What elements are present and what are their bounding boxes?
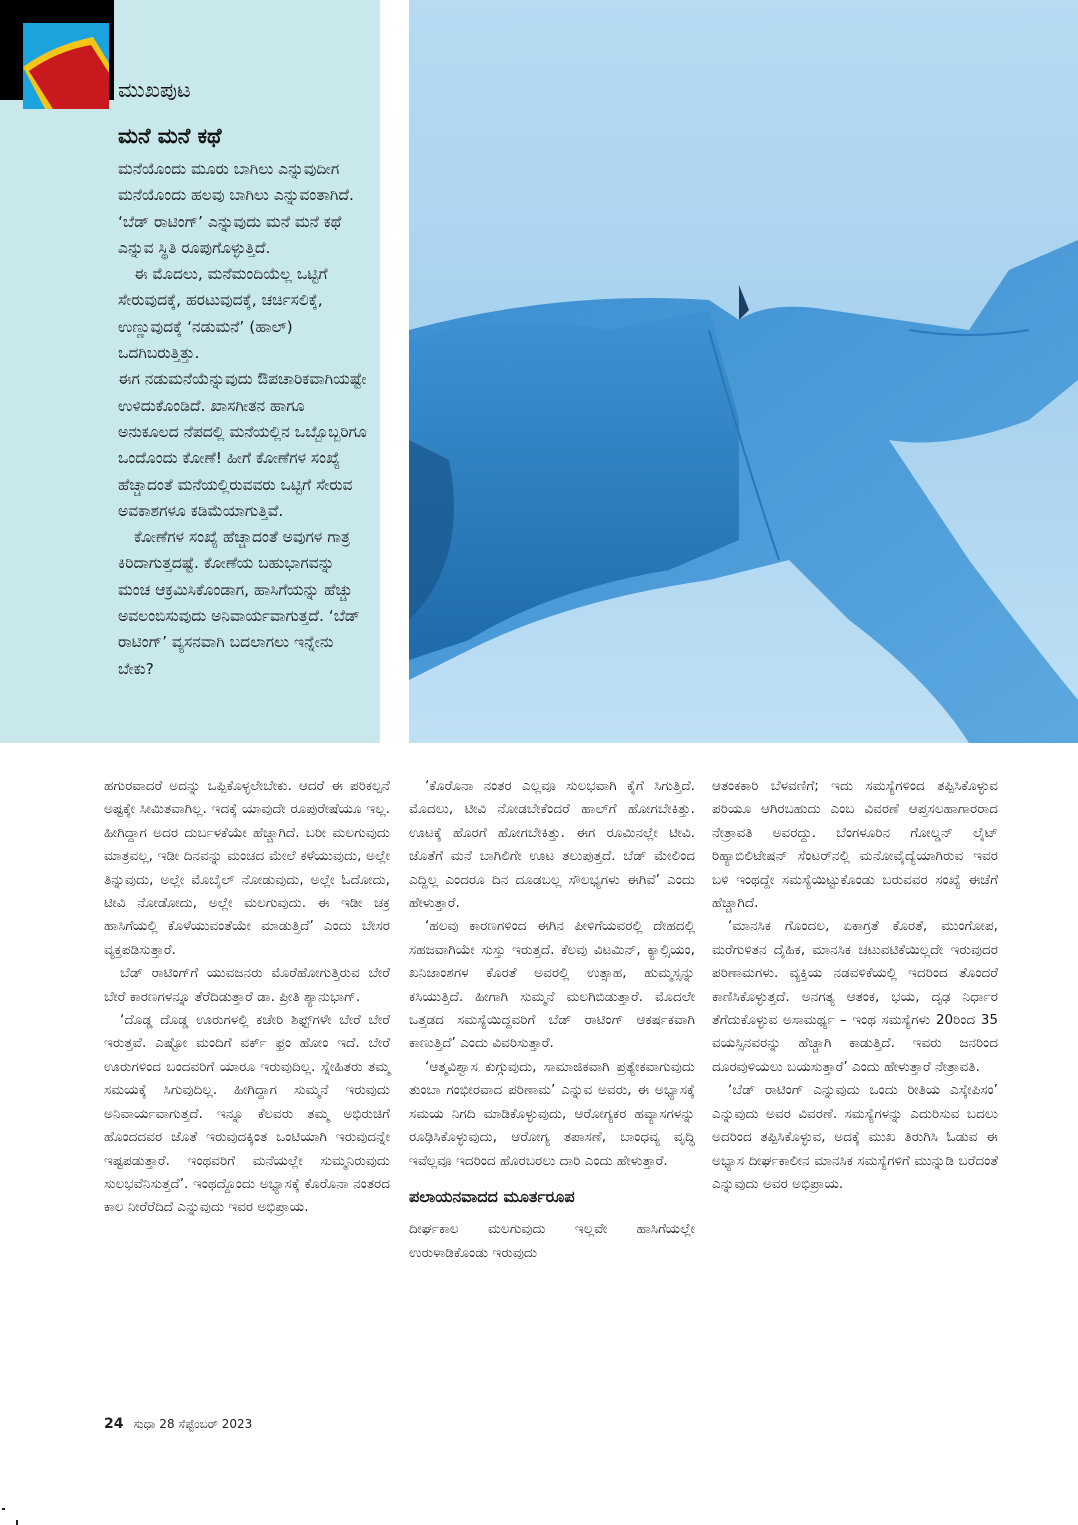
article-paragraph: ‘ಮಾನಸಿಕ ಗೊಂದಲ, ಏಕಾಗ್ರತೆ ಕೊರತೆ, ಮುಂಗೋಪ, ಮರೆಗುಳಿತನ ದೈಹಿಕ, ಮಾನಸಿಕ ಚಟುವಟಿಕೆಯಿಲ್ಲದೇ ಇರುವುದರ ಪರಿಣಾಮಗಳು. ವ್ಯಕ್ತಿಯ ನಡವಳಿಕೆಯಲ್ಲಿ ಇದರಿಂದ ತೊಂದರೆ ಕಾಣಿಸಿಕೊಳ್ಳುತ್ತದೆ. ಅನಗತ್ಯ ಆತಂಕ, ಭಯ, ದೃಢ ನಿರ್ಧಾರ ತೆಗೆದುಕೊಳ್ಳುವ ಅಸಾಮರ್ಥ್ಯ – ಇಂಥ ಸಮಸ್ಯೆಗಳು 20ರಿಂದ 35 ವಯಸ್ಸಿನವರನ್ನು ಹೆಚ್ಚಾಗಿ ಕಾಡುತ್ತಿದೆ. ಇವರು ಜನರಿಂದ ದೂರವುಳಿಯಲು ಬಯಸುತ್ತಾರೆ’ ಎಂದು ಹೇಳುತ್ತಾರೆ ನೇತ್ರಾವತಿ. <box>712 918 998 1075</box>
article-paragraph: ‘ಕೊರೊನಾ ನಂತರ ಎಲ್ಲವೂ ಸುಲಭವಾಗಿ ಕೈಗೆ ಸಿಗುತ್ತಿದೆ. ಮೊದಲು, ಟೀವಿ ನೋಡಬೇಕೆಂದರೆ ಹಾಲ್‌ಗೆ ಹೋಗಬೇಕಿತ್ತು. ಊಟಕ್ಕೆ ಹೊರಗೆ ಹೋಗಬೇಕಿತ್ತು. ಈಗ ರೂಮಿನಲ್ಲೇ ಟೀವಿ. ಜೊತೆಗೆ ಮನೆ ಬಾಗಿಲಿಗೇ ಊಟ ತಲುಪುತ್ತದೆ. ಬೆಡ್ ಮೇಲಿಂದ ಎದ್ದಿಲ್ಲ ಎಂದರೂ ದಿನ ದೂಡಬಲ್ಲ ಸೌಲಭ್ಯಗಳು ಈಗಿವೆ’ ಎಂದು ಹೇಳುತ್ತಾರೆ. <box>409 778 695 912</box>
article-paragraph: ‘ಹಲವು ಕಾರಣಗಳಿಂದ ಈಗಿನ ಪೀಳಿಗೆಯವರಲ್ಲಿ ದೇಹದಲ್ಲಿ ಸಹಜವಾಗಿಯೇ ಸುಸ್ತು ಇರುತ್ತದೆ. ಕೆಲವು ವಿಟಮಿನ್, ಕ್ಯಾಲ್ಸಿಯಂ, ಖನಿಜಾಂಶಗಳ ಕೊರತೆ ಅವರಲ್ಲಿ ಉತ್ಸಾಹ, ಹುಮ್ಮಸ್ಸನ್ನು ಕಸಿಯುತ್ತಿದೆ. ಹೀಗಾಗಿ ಸುಮ್ಮನೆ ಮಲಗಿಬಿಡುತ್ತಾರೆ. ಮೊದಲೇ ಒತ್ತಡದ ಸಮಸ್ಯೆಯಿದ್ದವರಿಗೆ ಬೆಡ್ ರಾಟಿಂಗ್ ಆಕರ್ಷಕವಾಗಿ ಕಾಣುತ್ತಿದೆ’ ಎಂದು ವಿವರಿಸುತ್ತಾರೆ. <box>409 918 695 1052</box>
article-paragraph: ಆತಂಕಕಾರಿ ಬೆಳವಣಿಗೆ; ಇದು ಸಮಸ್ಯೆಗಳಿಂದ ತಪ್ಪಿಸಿಕೊಳ್ಳುವ ಪರಿಯೂ ಆಗಿರಬಹುದು ಎಂಬ ವಿವರಣೆ ಆಪ್ತಸಲಹಾಗಾರರಾದ ನೇತ್ರಾವತಿ ಅವರದ್ದು. ಬೆಂಗಳೂರಿನ ಗೋಲ್ಡನ್ ಲೈಟ್ ರಿಹ್ಯಾಬಿಲಿಟೇಷನ್ ಸೆಂಟರ್‌ನಲ್ಲಿ ಮನೋವೈದ್ಯೆಯಾಗಿರುವ ಇವರ ಬಳಿ ಇಂಥದ್ದೇ ಸಮಸ್ಯೆಯಿಟ್ಟುಕೊಂಡು ಬರುವವರ ಸಂಖ್ಯೆ ಈಚೆಗೆ ಹೆಚ್ಚಾಗಿದೆ. <box>712 778 998 912</box>
article-column-2 <box>409 775 695 1265</box>
sidebar-paragraph: ಈಗ ನಡುಮನೆಯೆನ್ನುವುದು ಔಪಚಾರಿಕವಾಗಿಯಷ್ಟೇ ಉಳಿದುಕೊಂಡಿದೆ. ಖಾಸಗೀತನ ಹಾಗೂ ಅನುಕೂಲದ ನೆಪದಲ್ಲಿ ಮನೆಯಲ್ಲಿನ ಒಬ್ಬೊಬ್ಬರಿಗೂ ಒಂದೊಂದು ಕೋಣೆ! ಹೀಗೆ ಕೋಣೆಗಳ ಸಂಖ್ಯೆ ಹೆಚ್ಚಾದಂತೆ ಮನೆಯಲ್ಲಿರುವವರು ಒಟ್ಟಿಗೆ ಸೇರುವ ಅವಕಾಶಗಳೂ ಕಡಿಮೆಯಾಗುತ್ತಿವೆ. <box>118 370 367 520</box>
section-label: ಮುಖಪುಟ <box>118 78 191 102</box>
article-paragraph: ಬೆಡ್ ರಾಟಿಂಗ್‌ಗೆ ಯುವಜನರು ಮೊರೆಹೋಗುತ್ತಿರುವ ಬೇರೆ ಬೇರೆ ಕಾರಣಗಳನ್ನೂ ತೆರೆದಿಡುತ್ತಾರೆ ಡಾ. ಪ್ರೀತಿ ಶ್ಯಾನುಭಾಗ್. <box>104 965 390 1005</box>
article-paragraph: ಹಗುರವಾದರೆ ಅದನ್ನು ಒಪ್ಪಿಕೊಳ್ಳಲೇಬೇಕು. ಆದರೆ ಈ ಪರಿಕಲ್ಪನೆ ಅಷ್ಟಕ್ಕೇ ಸೀಮಿತವಾಗಿಲ್ಲ. ಇದಕ್ಕೆ ಯಾವುದೇ ರೂಪುರೇಷೆಯೂ ಇಲ್ಲ. ಹೀಗಿದ್ದಾಗ ಅದರ ದುರ್ಬಳಕೆಯೇ ಹೆಚ್ಚಾಗಿದೆ. ಬರೀ ಮಲಗುವುದು ಮಾತ್ರವಲ್ಲ, ಇಡೀ ದಿನವನ್ನು ಮಂಚದ ಮೇಲೆ ಕಳೆಯುವುದು, ಅಲ್ಲೇ ತಿನ್ನುವುದು, ಅಲ್ಲೇ ಮೊಬೈಲ್ ನೋಡುವುದು, ಅಲ್ಲೇ ಓದೋದು, ಟೀವಿ ನೋಡೋದು, ಅಲ್ಲೇ ಮಲಗುವುದು. ಈ ಇಡೀ ಚಕ್ರ ಹಾಸಿಗೆಯಲ್ಲಿ ಕೊಳೆಯುವಂತೆಯೇ ಮಾಡುತ್ತಿದೆ’ ಎಂದು ಬೇಸರ ವ್ಯಕ್ತಪಡಿಸುತ್ತಾರೆ. <box>104 778 390 958</box>
sidebar-paragraph: ಈ ಮೊದಲು, ಮನೆಮಂದಿಯೆಲ್ಲ ಒಟ್ಟಿಗೆ ಸೇರುವುದಕ್ಕೆ, ಹರಟುವುದಕ್ಕೆ, ಚರ್ಚಿಸಲಿಕ್ಕೆ, ಉಣ್ಣುವುದಕ್ಕೆ ‘ನಡುಮನೆ’ (ಹಾಲ್) ಒದಗಿಬರುತ್ತಿತ್ತು. <box>118 265 328 363</box>
article-photo <box>409 0 1078 743</box>
page-footer <box>104 1416 252 1432</box>
sidebar-paragraph: ಕೋಣೆಗಳ ಸಂಖ್ಯೆ ಹೆಚ್ಚಾದಂತೆ ಅವುಗಳ ಗಾತ್ರ ಕಿರಿದಾಗುತ್ತದಷ್ಟೆ. ಕೋಣೆಯ ಬಹುಭಾಗವನ್ನು ಮಂಚ ಆಕ್ರಮಿಸಿಕೊಂಡಾಗ, ಹಾಸಿಗೆಯನ್ನು ಹೆಚ್ಚು ಅವಲಂಬಿಸುವುದು ಅನಿವಾರ್ಯವಾಗುತ್ತದೆ. ‘ಬೆಡ್ ರಾಟಿಂಗ್’ ವ್ಯಸನವಾಗಿ ಬದಲಾಗಲು ಇನ್ನೇನು ಬೇಕು? <box>118 528 360 678</box>
article-column-1 <box>104 775 390 1220</box>
crop-mark <box>16 1520 18 1525</box>
article-paragraph: ‘ಆತ್ಮವಿಶ್ವಾಸ ಕುಗ್ಗುವುದು, ಸಾಮಾಜಿಕವಾಗಿ ಪ್ರತ್ಯೇಕವಾಗುವುದು ತುಂಬಾ ಗಂಭೀರವಾದ ಪರಿಣಾಮ’ ಎನ್ನುವ ಅವರು, ಈ ಅಭ್ಯಾಸಕ್ಕೆ ಸಮಯ ನಿಗದಿ ಮಾಡಿಕೊಳ್ಳುವುದು, ಆರೋಗ್ಯಕರ ಹವ್ಯಾಸಗಳನ್ನು ರೂಢಿಸಿಕೊಳ್ಳುವುದು, ಆರೋಗ್ಯ ತಪಾಸಣೆ, ಬಾಂಧವ್ಯ ವೃದ್ಧಿ ಇವೆಲ್ಲವೂ ಇದರಿಂದ ಹೊರಬರಲು ದಾರಿ ಎಂದು ಹೇಳುತ್ತಾರೆ. <box>409 1058 695 1169</box>
article-column-3 <box>712 775 998 1196</box>
sidebar-text <box>118 156 370 682</box>
crop-mark <box>2 1508 5 1510</box>
page-number: 24 <box>104 1416 124 1432</box>
article-subheading: ಪಲಾಯನವಾದದ ಮೂರ್ತರೂಪ <box>409 1186 575 1206</box>
article-paragraph: ‘ದೊಡ್ಡ ದೊಡ್ಡ ಊರುಗಳಲ್ಲಿ ಕಚೇರಿ ಶಿಫ್ಟ್‌ಗಳೇ ಬೇರೆ ಬೇರೆ ಇರುತ್ತವೆ. ಎಷ್ಟೋ ಮಂದಿಗೆ ವರ್ಕ್ ಫ್ರಂ ಹೋಂ ಇದೆ. ಬೇರೆ ಊರುಗಳಿಂದ ಬಂದವರಿಗೆ ಯಾರೂ ಇರುವುದಿಲ್ಲ. ಸ್ನೇಹಿತರು ತಮ್ಮ ಸಮಯಕ್ಕೆ ಸಿಗುವುದಿಲ್ಲ. ಹೀಗಿದ್ದಾಗ ಸುಮ್ಮನೆ ಇರುವುದು ಅನಿವಾರ್ಯವಾಗುತ್ತದೆ. ಇನ್ನೂ ಕೆಲವರು ತಮ್ಮ ಅಭಿರುಚಿಗೆ ಹೊಂದದವರ ಜೊತೆ ಇರುವುದಕ್ಕಿಂತ ಒಂಟಿಯಾಗಿ ಇರುವುದನ್ನೇ ಇಷ್ಟಪಡುತ್ತಾರೆ. ಇಂಥವರಿಗೆ ಮನೆಯಲ್ಲೇ ಸುಮ್ಮನಿರುವುದು ಸುಲಭವೆನಿಸುತ್ತದೆ’. ಇಂಥದ್ದೊಂದು ಅಭ್ಯಾಸಕ್ಕೆ ಕೊರೊನಾ ನಂತರದ ಕಾಲ ನೀರೆರೆದಿದೆ ಎನ್ನುವುದು ಇವರ ಅಭಿಪ್ರಾಯ. <box>104 1012 390 1216</box>
publication-info: ಸುಧಾ 28 ಸೆಪ್ಟೆಂಬರ್ 2023 <box>133 1417 253 1431</box>
book-logo-icon <box>23 23 109 109</box>
sidebar-paragraph: ಮನೆಯೊಂದು ಮೂರು ಬಾಗಿಲು ಎನ್ನುವುದೀಗ ಮನೆಯೊಂದು ಹಲವು ಬಾಗಿಲು ಎನ್ನುವಂತಾಗಿದೆ. ‘ಬೆಡ್ ರಾಟಿಂಗ್’ ಎನ್ನುವುದು ಮನೆ ಮನೆ ಕಥೆ ಎನ್ನುವ ಸ್ಥಿತಿ ರೂಪುಗೊಳ್ಳುತ್ತಿದೆ. <box>118 160 354 257</box>
sidebar-title: ಮನೆ ಮನೆ ಕಥೆ <box>118 124 222 148</box>
article-paragraph: ದೀರ್ಘಕಾಲ ಮಲಗುವುದು ಇಲ್ಲವೇ ಹಾಸಿಗೆಯಲ್ಲೇ ಉರುಳಾಡಿಕೊಂಡು ಇರುವುದು <box>409 1221 695 1261</box>
article-paragraph: ‘ಬೆಡ್ ರಾಟಿಂಗ್ ಎನ್ನುವುದು ಒಂದು ರೀತಿಯ ಎಸ್ಕೇಪಿಸಂ’ ಎನ್ನುವುದು ಅವರ ವಿವರಣೆ. ಸಮಸ್ಯೆಗಳನ್ನು ಎದುರಿಸುವ ಬದಲು ಅದರಿಂದ ತಪ್ಪಿಸಿಕೊಳ್ಳುವ, ಅದಕ್ಕೆ ಮುಖ ತಿರುಗಿಸಿ ಓಡುವ ಈ ಅಭ್ಯಾಸ ದೀರ್ಘಕಾಲೀನ ಮಾನಸಿಕ ಸಮಸ್ಯೆಗಳಿಗೆ ಮುನ್ನುಡಿ ಬರೆದಂತೆ ಎನ್ನುವುದು ಅವರ ಅಭಿಪ್ರಾಯ. <box>712 1082 998 1192</box>
